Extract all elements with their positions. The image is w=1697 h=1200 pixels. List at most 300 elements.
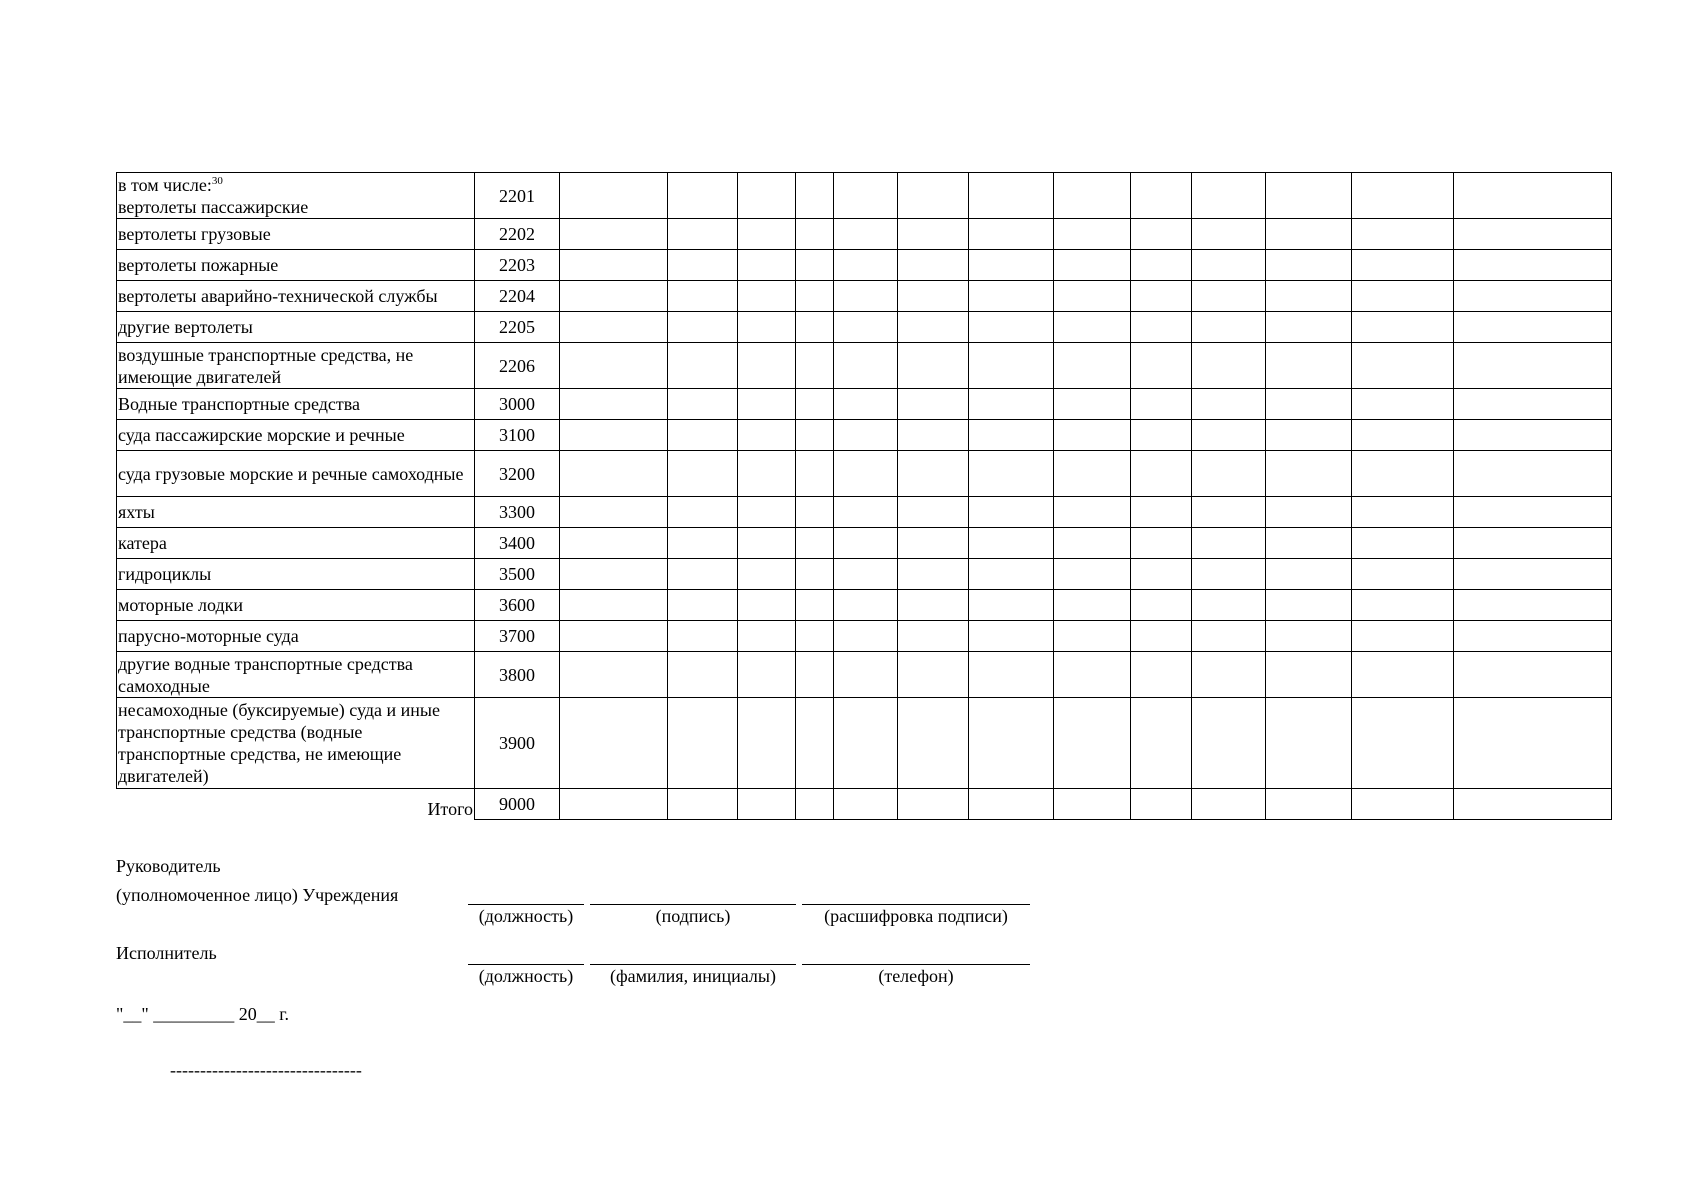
value-cell[interactable] [560, 590, 668, 621]
value-cell[interactable] [898, 219, 969, 250]
value-cell[interactable] [668, 219, 738, 250]
value-cell[interactable] [1266, 698, 1352, 789]
value-cell[interactable] [1352, 219, 1454, 250]
value-cell[interactable] [1054, 451, 1131, 497]
value-cell[interactable] [898, 343, 969, 389]
value-cell[interactable] [969, 698, 1054, 789]
value-cell[interactable] [1454, 312, 1612, 343]
value-cell[interactable] [1454, 389, 1612, 420]
row-code: 2206 [475, 343, 560, 389]
row-label [117, 528, 475, 559]
table-row [117, 250, 1612, 281]
value-cell[interactable] [1266, 451, 1352, 497]
value-cell[interactable] [1192, 451, 1266, 497]
head-subtitle: (уполномоченное лицо) Учреждения [116, 885, 399, 905]
value-cell[interactable] [1192, 652, 1266, 698]
row-label [117, 590, 475, 621]
footnote-mark: 30 [211, 174, 223, 187]
table-row [117, 590, 1612, 621]
value-cell[interactable] [560, 621, 668, 652]
value-cell[interactable] [1192, 250, 1266, 281]
row-label-text: вертолеты пассажирские [118, 196, 309, 217]
date-line: "__" _________ 20__ г. [116, 1004, 290, 1024]
row-label [117, 497, 475, 528]
total-label [117, 789, 475, 820]
value-cell[interactable] [738, 219, 796, 250]
value-cell[interactable] [834, 219, 898, 250]
value-cell[interactable] [898, 173, 969, 219]
value-cell[interactable] [1266, 250, 1352, 281]
value-cell[interactable] [1131, 590, 1192, 621]
value-cell[interactable] [1054, 590, 1131, 621]
row-label [117, 420, 475, 451]
value-cell[interactable] [796, 652, 834, 698]
value-cell[interactable] [1054, 250, 1131, 281]
value-cell[interactable] [1266, 219, 1352, 250]
value-cell[interactable] [834, 590, 898, 621]
value-cell[interactable] [1266, 652, 1352, 698]
value-cell[interactable] [969, 451, 1054, 497]
value-cell[interactable] [1454, 219, 1612, 250]
value-cell[interactable] [738, 250, 796, 281]
value-cell[interactable] [1131, 219, 1192, 250]
value-cell[interactable] [1192, 343, 1266, 389]
value-cell[interactable] [1054, 497, 1131, 528]
row-label [117, 250, 475, 281]
value-cell[interactable] [1054, 652, 1131, 698]
head-position-line [468, 904, 584, 905]
value-cell[interactable] [1352, 789, 1454, 820]
value-cell[interactable] [1192, 312, 1266, 343]
value-cell[interactable] [969, 789, 1054, 820]
executor-phone-line [802, 964, 1030, 965]
value-cell[interactable] [796, 420, 834, 451]
value-cell[interactable] [1266, 621, 1352, 652]
head-signature-caption: (подпись) [655, 906, 731, 926]
value-cell[interactable] [1454, 621, 1612, 652]
value-cell[interactable] [796, 451, 834, 497]
value-cell[interactable] [738, 590, 796, 621]
row-code: 3400 [475, 528, 560, 559]
value-cell[interactable] [969, 312, 1054, 343]
row-label-text: воздушные транспортные средства, не имеющие двигателей [118, 344, 414, 387]
row-label-text: другие вертолеты [118, 317, 253, 337]
value-cell[interactable] [1131, 497, 1192, 528]
value-cell[interactable] [834, 281, 898, 312]
value-cell[interactable] [560, 528, 668, 559]
value-cell[interactable] [1454, 590, 1612, 621]
value-cell[interactable] [1131, 559, 1192, 590]
row-code: 3600 [475, 590, 560, 621]
row-label-text: суда пассажирские морские и речные [118, 425, 405, 445]
value-cell[interactable] [898, 250, 969, 281]
value-cell[interactable] [834, 451, 898, 497]
value-cell[interactable] [1266, 343, 1352, 389]
table-row [117, 281, 1612, 312]
value-cell[interactable] [1266, 281, 1352, 312]
value-cell[interactable] [668, 451, 738, 497]
row-label-text: катера [118, 533, 167, 553]
value-cell[interactable] [1454, 559, 1612, 590]
value-cell[interactable] [738, 343, 796, 389]
value-cell[interactable] [560, 250, 668, 281]
value-cell[interactable] [1266, 528, 1352, 559]
value-cell[interactable] [560, 420, 668, 451]
value-cell[interactable] [969, 281, 1054, 312]
value-cell[interactable] [796, 312, 834, 343]
value-cell[interactable] [1054, 312, 1131, 343]
value-cell[interactable] [898, 789, 969, 820]
value-cell[interactable] [1454, 528, 1612, 559]
value-cell[interactable] [796, 528, 834, 559]
table-row [117, 497, 1612, 528]
value-cell[interactable] [668, 312, 738, 343]
value-cell[interactable] [1454, 250, 1612, 281]
value-cell[interactable] [796, 789, 834, 820]
table-row [117, 451, 1612, 497]
value-cell[interactable] [738, 312, 796, 343]
value-cell[interactable] [738, 281, 796, 312]
row-code: 2203 [475, 250, 560, 281]
value-cell[interactable] [969, 420, 1054, 451]
value-cell[interactable] [1192, 219, 1266, 250]
value-cell[interactable] [898, 451, 969, 497]
value-cell[interactable] [560, 389, 668, 420]
value-cell[interactable] [834, 528, 898, 559]
value-cell[interactable] [1454, 173, 1612, 219]
value-cell[interactable] [796, 698, 834, 789]
value-cell[interactable] [1131, 652, 1192, 698]
value-cell[interactable] [1054, 389, 1131, 420]
value-cell[interactable] [834, 173, 898, 219]
value-cell[interactable] [668, 281, 738, 312]
row-label [117, 219, 475, 250]
value-cell[interactable] [969, 621, 1054, 652]
value-cell[interactable] [1352, 173, 1454, 219]
table-row-total [117, 789, 1612, 820]
row-label-text: парусно-моторные суда [118, 626, 299, 646]
row-code: 3700 [475, 621, 560, 652]
value-cell[interactable] [668, 590, 738, 621]
value-cell[interactable] [834, 312, 898, 343]
executor-title: Исполнитель [116, 943, 217, 963]
value-cell[interactable] [1192, 528, 1266, 559]
value-cell[interactable] [668, 652, 738, 698]
value-cell[interactable] [560, 451, 668, 497]
row-label [117, 281, 475, 312]
row-label [117, 312, 475, 343]
value-cell[interactable] [969, 652, 1054, 698]
value-cell[interactable] [898, 559, 969, 590]
row-label-text: вертолеты пожарные [118, 255, 279, 275]
executor-phone-caption: (телефон) [878, 966, 954, 986]
table-body [117, 173, 1612, 820]
value-cell[interactable] [898, 528, 969, 559]
row-code: 2204 [475, 281, 560, 312]
table-row [117, 559, 1612, 590]
value-cell[interactable] [1352, 343, 1454, 389]
value-cell[interactable] [1266, 590, 1352, 621]
value-cell[interactable] [1454, 789, 1612, 820]
value-cell[interactable] [1266, 420, 1352, 451]
value-cell[interactable] [1054, 420, 1131, 451]
value-cell[interactable] [796, 343, 834, 389]
value-cell[interactable] [738, 621, 796, 652]
value-cell[interactable] [834, 343, 898, 389]
value-cell[interactable] [1192, 789, 1266, 820]
value-cell[interactable] [1131, 789, 1192, 820]
value-cell[interactable] [668, 173, 738, 219]
value-cell[interactable] [738, 389, 796, 420]
value-cell[interactable] [1192, 389, 1266, 420]
row-label [117, 698, 475, 789]
value-cell[interactable] [1192, 621, 1266, 652]
value-cell[interactable] [1352, 389, 1454, 420]
value-cell[interactable] [898, 389, 969, 420]
value-cell[interactable] [1192, 420, 1266, 451]
value-cell[interactable] [834, 698, 898, 789]
value-cell[interactable] [1352, 250, 1454, 281]
value-cell[interactable] [1352, 621, 1454, 652]
row-label [117, 621, 475, 652]
value-cell[interactable] [898, 497, 969, 528]
row-code: 3200 [475, 451, 560, 497]
value-cell[interactable] [1454, 451, 1612, 497]
value-cell[interactable] [796, 621, 834, 652]
value-cell[interactable] [834, 497, 898, 528]
value-cell[interactable] [1352, 312, 1454, 343]
head-signature-line [590, 904, 796, 905]
value-cell[interactable] [1131, 528, 1192, 559]
value-cell[interactable] [560, 698, 668, 789]
value-cell[interactable] [834, 559, 898, 590]
value-cell[interactable] [796, 250, 834, 281]
value-cell[interactable] [738, 652, 796, 698]
table-row [117, 389, 1612, 420]
value-cell[interactable] [898, 312, 969, 343]
value-cell[interactable] [969, 590, 1054, 621]
value-cell[interactable] [834, 250, 898, 281]
value-cell[interactable] [1131, 389, 1192, 420]
executor-position-line [468, 964, 584, 965]
value-cell[interactable] [796, 281, 834, 312]
executor-position-caption: (должность) [478, 966, 574, 986]
value-cell[interactable] [1352, 698, 1454, 789]
value-cell[interactable] [1352, 420, 1454, 451]
value-cell[interactable] [969, 343, 1054, 389]
value-cell[interactable] [1192, 590, 1266, 621]
value-cell[interactable] [898, 698, 969, 789]
executor-name-line [590, 964, 796, 965]
value-cell[interactable] [1054, 219, 1131, 250]
value-cell[interactable] [1054, 343, 1131, 389]
value-cell[interactable] [1266, 497, 1352, 528]
value-cell[interactable] [1054, 621, 1131, 652]
value-cell[interactable] [1054, 698, 1131, 789]
value-cell[interactable] [668, 497, 738, 528]
value-cell[interactable] [898, 590, 969, 621]
table-row [117, 219, 1612, 250]
value-cell[interactable] [969, 173, 1054, 219]
value-cell[interactable] [1352, 652, 1454, 698]
value-cell[interactable] [1054, 281, 1131, 312]
value-cell[interactable] [1131, 698, 1192, 789]
value-cell[interactable] [1266, 789, 1352, 820]
value-cell[interactable] [834, 652, 898, 698]
value-cell[interactable] [1352, 497, 1454, 528]
row-code: 9000 [475, 789, 560, 820]
row-code: 2202 [475, 219, 560, 250]
value-cell[interactable] [560, 173, 668, 219]
row-label-prefix: в том числе: [118, 174, 212, 195]
value-cell[interactable] [668, 343, 738, 389]
value-cell[interactable] [1352, 590, 1454, 621]
value-cell[interactable] [1266, 559, 1352, 590]
row-label-text: вертолеты аварийно-технической службы [118, 286, 438, 306]
value-cell[interactable] [668, 789, 738, 820]
row-label-text: моторные лодки [118, 595, 243, 615]
value-cell[interactable] [1454, 652, 1612, 698]
head-decoding-caption: (расшифровка подписи) [824, 906, 1008, 926]
value-cell[interactable] [560, 497, 668, 528]
value-cell[interactable] [1266, 173, 1352, 219]
value-cell[interactable] [1131, 281, 1192, 312]
executor-name-caption: (фамилия, инициалы) [610, 966, 776, 986]
value-cell[interactable] [1131, 312, 1192, 343]
row-label-text: несамоходные (буксируемые) суда и иные транспортные средства (водные транспортные средства, не имеющие двигателей) [118, 700, 440, 786]
value-cell[interactable] [834, 389, 898, 420]
value-cell[interactable] [560, 652, 668, 698]
value-cell[interactable] [738, 559, 796, 590]
value-cell[interactable] [796, 590, 834, 621]
value-cell[interactable] [1131, 451, 1192, 497]
value-cell[interactable] [1192, 698, 1266, 789]
value-cell[interactable] [738, 528, 796, 559]
row-label [117, 451, 475, 497]
value-cell[interactable] [1131, 173, 1192, 219]
value-cell[interactable] [796, 559, 834, 590]
value-cell[interactable] [668, 621, 738, 652]
value-cell[interactable] [1131, 250, 1192, 281]
value-cell[interactable] [738, 789, 796, 820]
row-code: 3000 [475, 389, 560, 420]
value-cell[interactable] [1352, 559, 1454, 590]
value-cell[interactable] [668, 389, 738, 420]
value-cell[interactable] [834, 420, 898, 451]
table-row [117, 652, 1612, 698]
value-cell[interactable] [898, 652, 969, 698]
value-cell[interactable] [738, 698, 796, 789]
head-title: Руководитель [116, 856, 221, 876]
row-code: 3300 [475, 497, 560, 528]
value-cell[interactable] [668, 528, 738, 559]
value-cell[interactable] [898, 621, 969, 652]
footnote-separator: -------------------------------- [170, 1060, 362, 1080]
value-cell[interactable] [796, 173, 834, 219]
value-cell[interactable] [560, 789, 668, 820]
value-cell[interactable] [738, 497, 796, 528]
vehicle-report-table [116, 172, 1612, 820]
value-cell[interactable] [1352, 281, 1454, 312]
table-row [117, 173, 1612, 219]
value-cell[interactable] [668, 250, 738, 281]
value-cell[interactable] [796, 497, 834, 528]
value-cell[interactable] [668, 698, 738, 789]
value-cell[interactable] [560, 312, 668, 343]
value-cell[interactable] [969, 559, 1054, 590]
value-cell[interactable] [1192, 497, 1266, 528]
row-label [117, 559, 475, 590]
row-code: 3800 [475, 652, 560, 698]
value-cell[interactable] [1131, 420, 1192, 451]
value-cell[interactable] [1352, 451, 1454, 497]
value-cell[interactable] [1192, 173, 1266, 219]
value-cell[interactable] [969, 250, 1054, 281]
value-cell[interactable] [738, 420, 796, 451]
row-label-text: другие водные транспортные средства самоходные [118, 653, 413, 696]
value-cell[interactable] [898, 281, 969, 312]
row-label-text: суда грузовые морские и речные самоходные [118, 463, 464, 484]
value-cell[interactable] [560, 219, 668, 250]
row-code: 2205 [475, 312, 560, 343]
value-cell[interactable] [969, 219, 1054, 250]
value-cell[interactable] [668, 420, 738, 451]
value-cell[interactable] [1054, 789, 1131, 820]
row-label [117, 173, 475, 219]
row-label [117, 343, 475, 389]
value-cell[interactable] [834, 621, 898, 652]
value-cell[interactable] [560, 559, 668, 590]
value-cell[interactable] [1454, 281, 1612, 312]
value-cell[interactable] [834, 789, 898, 820]
value-cell[interactable] [668, 559, 738, 590]
row-label-text: Итого [427, 798, 473, 819]
head-decoding-line [802, 904, 1030, 905]
value-cell[interactable] [969, 389, 1054, 420]
value-cell[interactable] [560, 281, 668, 312]
value-cell[interactable] [738, 173, 796, 219]
value-cell[interactable] [1454, 343, 1612, 389]
value-cell[interactable] [1054, 528, 1131, 559]
value-cell[interactable] [1192, 559, 1266, 590]
value-cell[interactable] [1131, 621, 1192, 652]
row-label-text: яхты [118, 502, 155, 522]
value-cell[interactable] [1352, 528, 1454, 559]
value-cell[interactable] [796, 219, 834, 250]
value-cell[interactable] [1454, 698, 1612, 789]
value-cell[interactable] [560, 343, 668, 389]
value-cell[interactable] [796, 389, 834, 420]
value-cell[interactable] [1131, 343, 1192, 389]
row-code: 3100 [475, 420, 560, 451]
row-label-text: гидроциклы [118, 564, 212, 584]
value-cell[interactable] [969, 497, 1054, 528]
value-cell[interactable] [1454, 497, 1612, 528]
row-label-text: Водные транспортные средства [118, 394, 361, 414]
value-cell[interactable] [1054, 559, 1131, 590]
value-cell[interactable] [1054, 173, 1131, 219]
value-cell[interactable] [969, 528, 1054, 559]
value-cell[interactable] [1266, 312, 1352, 343]
value-cell[interactable] [1192, 281, 1266, 312]
value-cell[interactable] [738, 451, 796, 497]
value-cell[interactable] [1454, 420, 1612, 451]
table-row [117, 621, 1612, 652]
value-cell[interactable] [898, 420, 969, 451]
table-row [117, 312, 1612, 343]
table-row [117, 420, 1612, 451]
value-cell[interactable] [1266, 389, 1352, 420]
